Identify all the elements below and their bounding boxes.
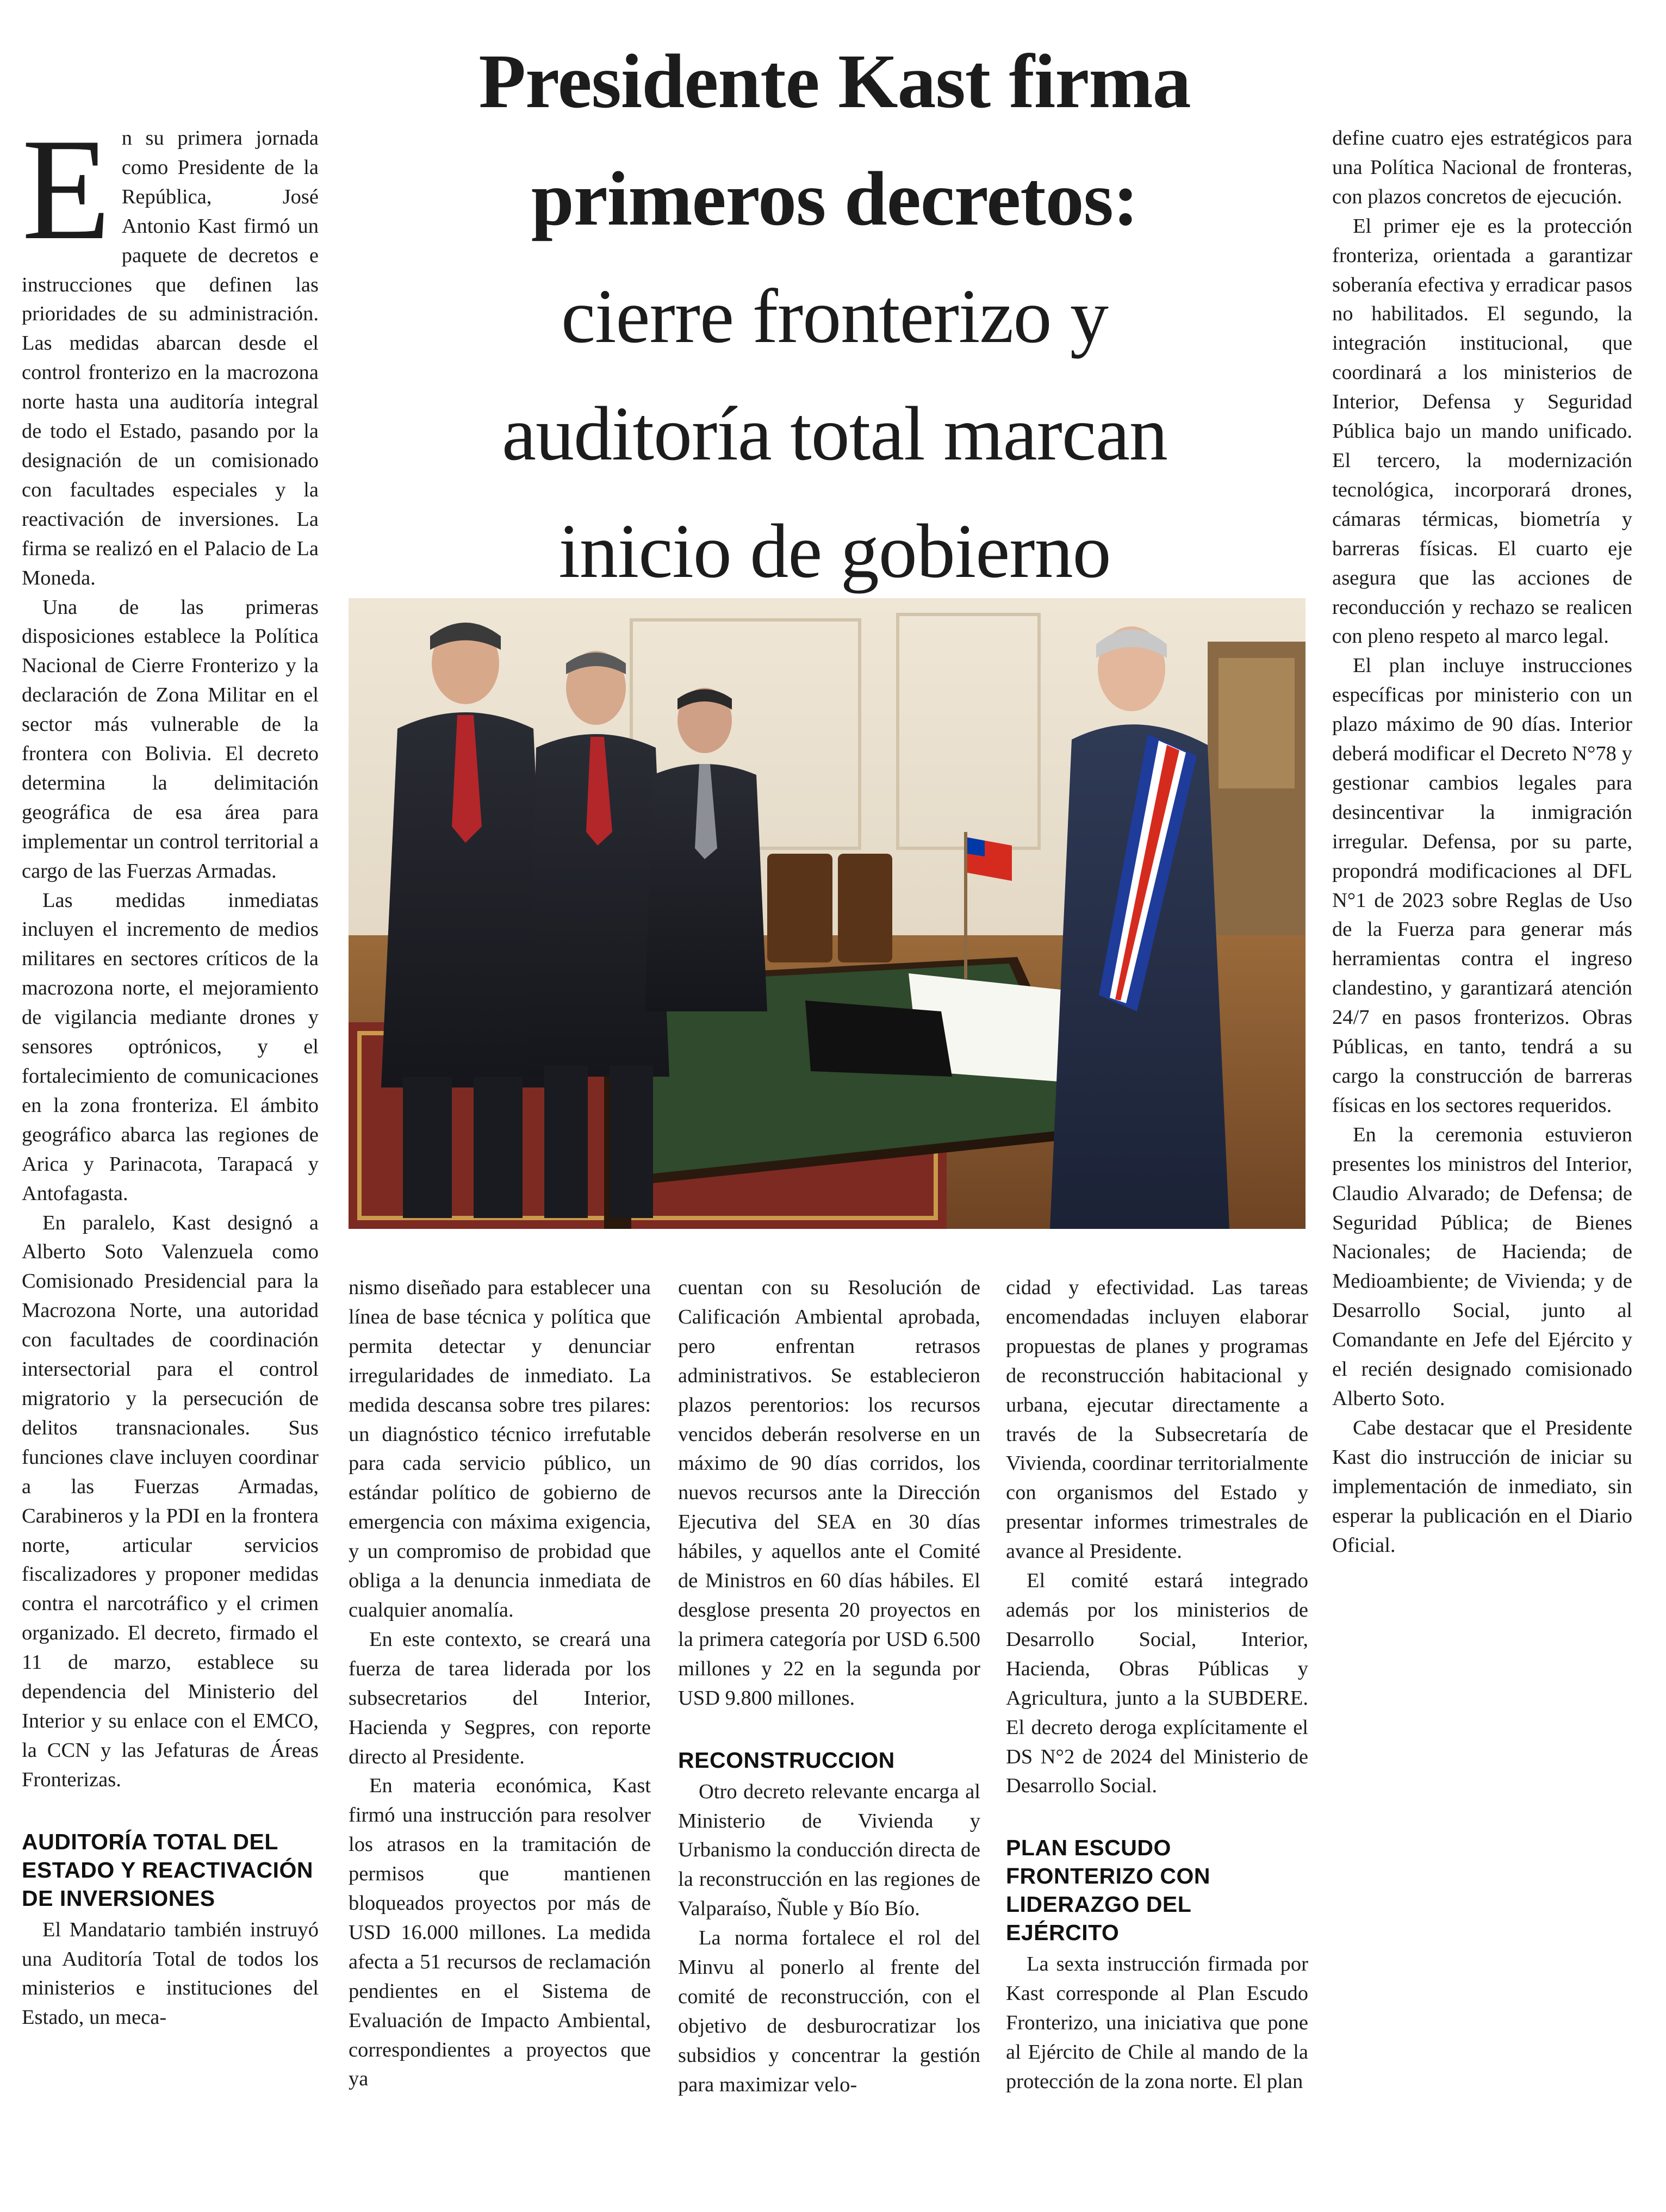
paragraph: En la ceremonia estuvieron presentes los ministros del Interior, Claudio Alvarado; de Defensa; de Seguridad Pública; de Bienes Nacionales; de Hacienda; de Medioambiente; de Vivienda; y de Desarrollo Social, junto al Comandante en Jefe del Ejército y el recién designado comisionado Alberto Soto. xyxy=(1332,1123,1632,1410)
lead-text: n su primera jornada como Presidente de la República, José Antonio Kast firmó un paquete de decretos e instrucciones que definen las prioridades de su administración. Las medidas abarcan desde el control fronterizo en la macrozona norte hasta una auditoría integral de todo el Estado, pasando por la designación de un comisionado con facultades especiales y la reactivación de inversiones. La firma se realizó en el Palacio de La Moneda. xyxy=(22,127,319,589)
article-column-1 xyxy=(22,108,319,2033)
headline-line-3: cierre fronterizo y xyxy=(561,273,1108,359)
headline xyxy=(348,22,1321,610)
paragraph: Las medidas inmediatas incluyen el incremento de medios militares en sectores críticos de la macrozona norte, el mejoramiento de vigilancia mediante drones y sensores optrónicos, y el fortalecimiento de comunicaciones en la zona fronteriza. El ámbito geográfico abarca las regiones de Arica y Parinacota, Tarapacá y Antofagasta. xyxy=(22,888,319,1205)
paragraph: En materia económica, Kast firmó una instrucción para resolver los atrasos en la tramitación de permisos que mantienen bloqueados proyectos por más de USD 16.000 millones. La medida afecta a 51 recursos de reclamación pendientes en el Sistema de Evaluación de Impacto Ambiental, correspondientes a proyectos que ya xyxy=(349,1774,651,2091)
headline-line-2: primeros decretos: xyxy=(531,156,1139,242)
paragraph: Una de las primeras disposiciones establece la Política Nacional de Cierre Fronterizo y la declaración de Zona Militar en el sector más vulnerable de la frontera con Bolivia. El decreto determina la delimitación geográfica de esa área para implementar un control territorial a cargo de las Fuerzas Armadas. xyxy=(22,595,319,883)
paragraph: Otro decreto relevante encarga al Ministerio de Vivienda y Urbanismo la conducción directa de la reconstrucción en las regiones de Valparaíso, Ñuble y Bío Bío. xyxy=(678,1780,980,1921)
headline-line-1: Presidente Kast firma xyxy=(478,38,1191,125)
subheading-plan-escudo: PLAN ESCUDO FRONTERIZO CON LIDERAZGO DEL EJÉRCITO xyxy=(1006,1835,1210,1946)
photo-ceremony-icon xyxy=(349,598,1306,1229)
article-column-4 xyxy=(1006,1273,1308,2097)
subheading-auditoria: AUDITORÍA TOTAL DEL ESTADO Y REACTIVACIÓN DE INVERSIONES xyxy=(22,1829,313,1911)
ceremony-photo xyxy=(349,598,1306,1229)
dropcap: E xyxy=(22,108,111,270)
paragraph: El primer eje es la protección fronteriza, orientada a garantizar soberanía efectiva y erradicar pasos no habilitados. El segundo, la integración institucional, que coordinará a los ministerios de Interior, Defensa y Seguridad Pública bajo un mando unificado. El tercero, la modernización tecnológica, incorporará drones, cámaras térmicas, biometría y barreras físicas. El cuarto eje asegura que las acciones de reconducción y rechazo se realicen con pleno respeto al marco legal. xyxy=(1332,214,1632,648)
paragraph: El comité estará integrado además por los ministerios de Desarrollo Social, Interior, Hacienda, Obras Públicas y Agricultura, junto a la SUBDERE. El decreto deroga explícitamente el DS N°2 de 2024 del Ministerio de Desarrollo Social. xyxy=(1006,1569,1308,1798)
article-column-2 xyxy=(349,1273,651,2094)
paragraph: El plan incluye instrucciones específicas por ministerio con un plazo máximo de 90 días. Interior deberá modificar el Decreto N°78 y gestionar cambios legales para desincentivar la inmigración irregular. Defensa, por su parte, propondrá modificaciones al DFL N°1 de 2023 sobre Reglas de Uso de la Fuerza para generar más herramientas contra el ingreso clandestino, y garantizará atención 24/7 en pasos fronterizos. Obras Públicas, en tanto, tendrá a su cargo la construcción de barreras físicas en los sectores requeridos. xyxy=(1332,654,1632,1117)
headline-line-5: inicio de gobierno xyxy=(558,508,1111,594)
paragraph: cidad y efectividad. Las tareas encomendadas incluyen elaborar propuestas de planes y programas de reconstrucción habitacional y urbana, ejecutar directamente a través de la Subsecretaría de Vivienda, coordinar territorialmente con organismos del Estado y presentar informes trimestrales de avance al Presidente. xyxy=(1006,1276,1308,1563)
paragraph: La sexta instrucción firmada por Kast corresponde al Plan Escudo Fronterizo, una iniciativa que pone al Ejército de Chile al mando de la protección de la zona norte. El plan xyxy=(1006,1953,1308,2093)
paragraph: La norma fortalece el rol del Minvu al ponerlo al frente del comité de reconstrucción, con el objetivo de desburocratizar los subsidios y concentrar la gestión para maximizar velo- xyxy=(678,1927,980,2096)
paragraph: Cabe destacar que el Presidente Kast dio instrucción de iniciar su implementación de inmediato, sin esperar la publicación en el Diario Oficial. xyxy=(1332,1416,1632,1557)
subheading-reconstruccion: RECONSTRUCCION xyxy=(678,1747,895,1773)
paragraph: El Mandatario también instruyó una Auditoría Total de todos los ministerios e instituciones del Estado, un meca- xyxy=(22,1918,319,2029)
headline-line-4: auditoría total marcan xyxy=(502,390,1167,477)
article-column-5 xyxy=(1332,124,1632,1560)
paragraph: nismo diseñado para establecer una línea de base técnica y política que permita detectar y denunciar irregularidades de inmediato. La medida descansa sobre tres pilares: un diagnóstico técnico irrefutable para cada servicio público, un estándar político de gobierno de emergencia con máxima exigencia, y un compromiso de probidad que obliga a la denuncia inmediata de cualquier anomalía. xyxy=(349,1276,651,1621)
paragraph: define cuatro ejes estratégicos para una Política Nacional de fronteras, con plazos concretos de ejecución. xyxy=(1332,127,1632,208)
article-column-3 xyxy=(678,1273,980,2100)
paragraph: cuentan con su Resolución de Calificación Ambiental aprobada, pero enfrentan retrasos administrativos. Se establecieron plazos perentorios: los recursos vencidos deberán resolverse en un máximo de 90 días corridos, los nuevos recursos ante la Dirección Ejecutiva del SEA en 30 días hábiles, y aquellos ante el Comité de Ministros en 60 días hábiles. El desglose presenta 20 proyectos en la primera categoría por USD 6.500 millones y 22 en la segunda por USD 9.800 millones. xyxy=(678,1276,980,1710)
paragraph: En este contexto, se creará una fuerza de tarea liderada por los subsecretarios del Interior, Hacienda y Segpres, con reporte directo al Presidente. xyxy=(349,1627,651,1768)
lead-paragraph xyxy=(22,108,319,593)
paragraph: En paralelo, Kast designó a Alberto Soto Valenzuela como Comisionado Presidencial para la Macrozona Norte, una autoridad con facultades de coordinación intersectorial para el control migratorio y la persecución de delitos transnacionales. Sus funciones clave incluyen coordinar a las Fuerzas Armadas, Carabineros y la PDI en la frontera norte, articular servicios fiscalizadores y proponer medidas contra el narcotráfico y el crimen organizado. El decreto, firmado el 11 de marzo, establece su dependencia del Ministerio del Interior y su enlace con el EMCO, la CCN y las Jefaturas de Áreas Fronterizas. xyxy=(22,1211,319,1791)
